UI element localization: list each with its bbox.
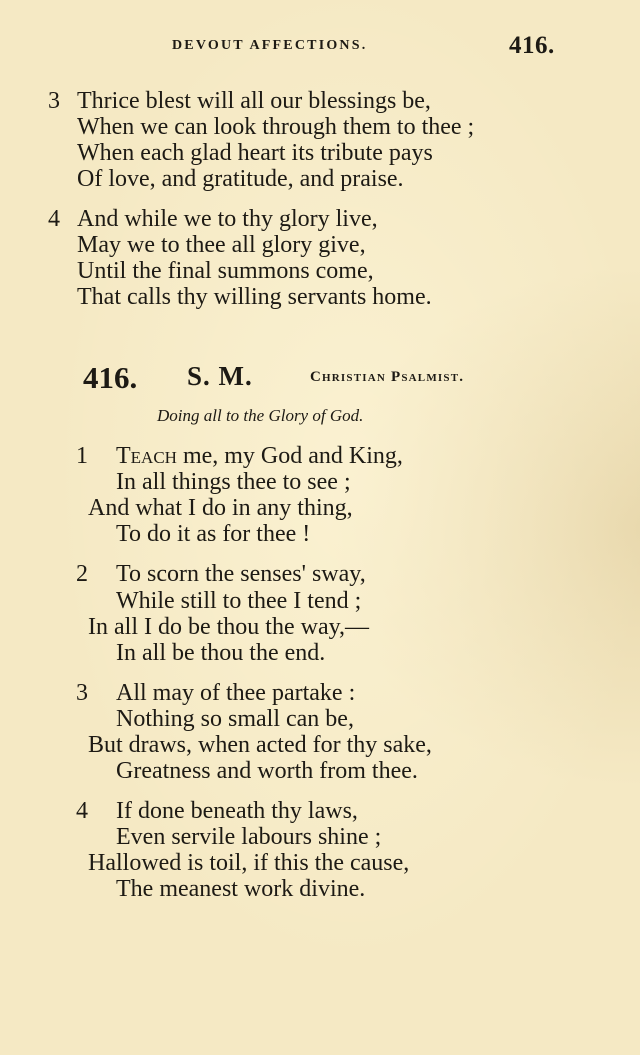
- verse-line: If done beneath thy laws,: [116, 798, 358, 824]
- stanza-number: 3: [76, 680, 88, 706]
- verse-line: May we to thee all glory give,: [77, 232, 366, 258]
- verse-line: Of love, and gratitude, and praise.: [77, 166, 404, 192]
- verse-line: Until the final summons come,: [77, 258, 374, 284]
- stanza-number: 4: [48, 206, 60, 232]
- verse-line: To scorn the senses' sway,: [116, 561, 366, 587]
- stanza-number: 1: [76, 443, 88, 469]
- hymn-number: 416.: [83, 360, 138, 395]
- hymn-title: Doing all to the Glory of God.: [157, 406, 364, 425]
- hymn-meter: S. M.: [187, 361, 253, 391]
- verse-line: Greatness and worth from thee.: [116, 758, 418, 784]
- verse-line: The meanest work divine.: [116, 876, 366, 902]
- verse-line: Even servile labours shine ;: [116, 824, 382, 850]
- stanza-number: 4: [76, 798, 88, 824]
- verse-line: But draws, when acted for thy sake,: [88, 732, 432, 758]
- verse-line: That calls thy willing servants home.: [77, 284, 432, 310]
- verse-line-rest: me, my God and King,: [176, 443, 403, 469]
- verse-line: All may of thee partake :: [116, 680, 356, 706]
- hymn-author: Christian Psalmist.: [310, 369, 465, 385]
- verse-line: Thrice blest will all our blessings be,: [77, 88, 431, 114]
- verse-line: And what I do in any thing,: [88, 495, 353, 521]
- verse-line: When we can look through them to thee ;: [77, 114, 475, 140]
- stanza-number: 3: [48, 88, 60, 114]
- first-word: Teach: [116, 443, 177, 469]
- verse-line: And while we to thy glory live,: [77, 206, 378, 232]
- verse-line: While still to thee I tend ;: [116, 588, 362, 614]
- running-head: DEVOUT AFFECTIONS.: [172, 38, 368, 53]
- page-number: 416.: [509, 32, 555, 59]
- verse-line: When each glad heart its tribute pays: [77, 140, 433, 166]
- verse-line: To do it as for thee !: [116, 521, 311, 547]
- verse-line: In all I do be thou the way,—: [88, 614, 370, 640]
- verse-line: [116, 443, 403, 469]
- stanza-number: 2: [76, 561, 88, 587]
- verse-line: In all things thee to see ;: [116, 469, 351, 495]
- verse-line: Nothing so small can be,: [116, 706, 354, 732]
- verse-line: Hallowed is toil, if this the cause,: [88, 850, 410, 876]
- verse-line: In all be thou the end.: [116, 640, 326, 666]
